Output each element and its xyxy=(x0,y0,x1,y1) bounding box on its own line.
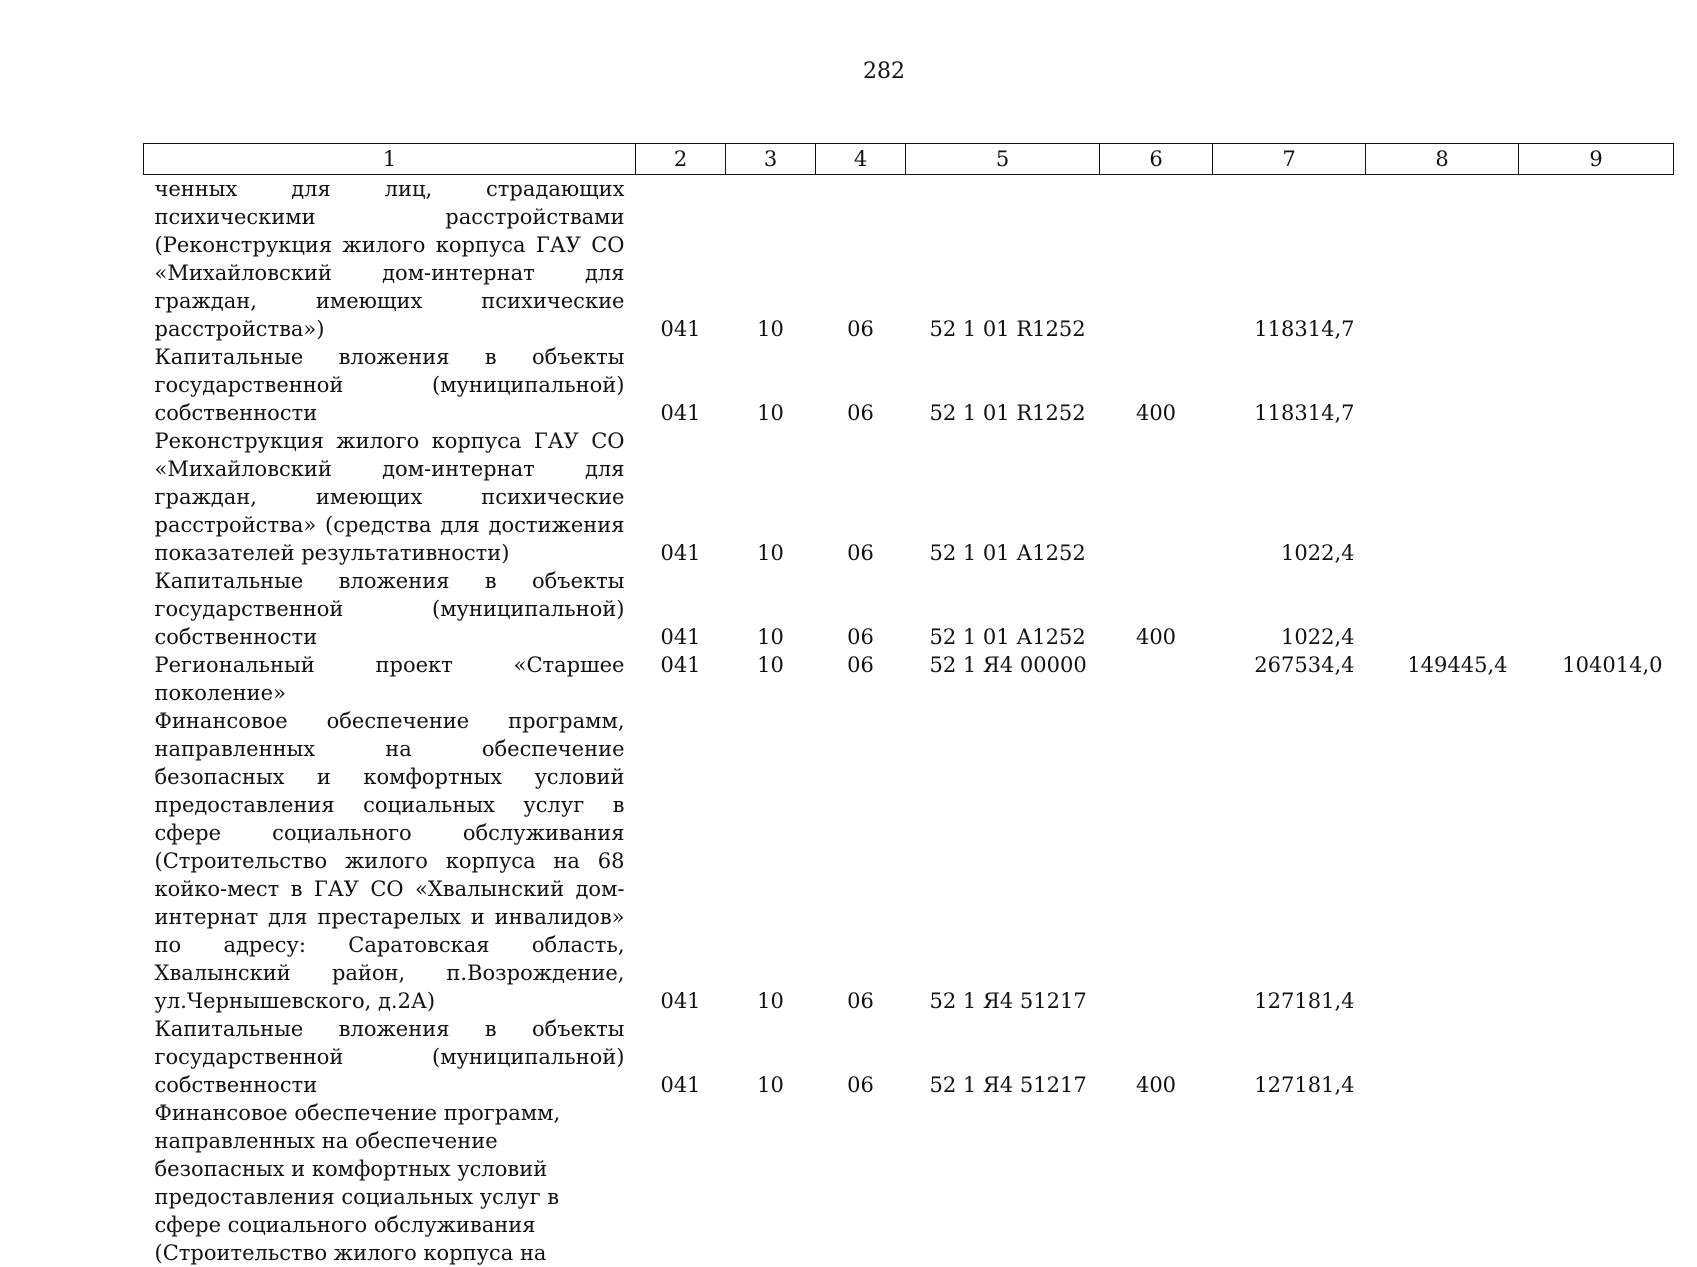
row-sum-3 xyxy=(1519,1099,1674,1267)
row-name: Капитальные вложения в объекты государственной (муниципальной) собственности xyxy=(154,569,625,649)
row-csr: 52 1 01 А1252 xyxy=(929,541,1086,565)
row-name: Финансовое обеспечение программ, направленных на обеспечение безопасных и комфортных условий предоставления социальных услуг в сфере социального обслуживания (Строительство жилого корпуса на xyxy=(154,1101,561,1265)
row-sum-1: 118314,7 xyxy=(1254,401,1355,425)
row-name: Капитальные вложения в объекты государственной (муниципальной) собственности xyxy=(154,345,625,425)
row-vr xyxy=(1100,1099,1213,1267)
row-sum-2 xyxy=(1366,1015,1519,1099)
row-sum-1: 267534,4 xyxy=(1254,653,1355,677)
row-csr: 52 1 Я4 51217 xyxy=(929,989,1087,1013)
table-row xyxy=(144,427,1674,567)
row-name: Финансовое обеспечение программ, направленных на обеспечение безопасных и комфортных условий предоставления социальных услуг в сфере социального обслуживания (Строительство жилого корпуса на 68 койко-мест в ГАУ СО «Хвалынский дом-интернат для престарелых и инвалидов» по адресу: Саратовская область, Хвалынский район, п.Возрождение, ул.Чернышевского, д.2А) xyxy=(154,709,625,1013)
row-razdel: 10 xyxy=(757,653,784,677)
row-podrazdel: 06 xyxy=(847,401,874,425)
row-csr: 52 1 Я4 51217 xyxy=(929,1073,1087,1097)
row-podrazdel: 06 xyxy=(847,317,874,341)
row-csr: 52 1 01 R1252 xyxy=(929,401,1086,425)
row-grbs: 041 xyxy=(660,541,701,565)
row-sum-1: 1022,4 xyxy=(1281,541,1355,565)
row-podrazdel xyxy=(816,1099,906,1267)
row-sum-1: 118314,7 xyxy=(1254,317,1355,341)
row-razdel: 10 xyxy=(757,541,784,565)
table-row xyxy=(144,343,1674,427)
row-razdel: 10 xyxy=(757,1073,784,1097)
row-vr xyxy=(1100,427,1213,567)
row-podrazdel: 06 xyxy=(847,625,874,649)
header-cell-5: 5 xyxy=(906,144,1100,175)
row-sum-3 xyxy=(1519,707,1674,1015)
row-razdel: 10 xyxy=(757,989,784,1013)
row-razdel xyxy=(726,1099,816,1267)
row-sum-2 xyxy=(1366,1099,1519,1267)
row-razdel: 10 xyxy=(757,317,784,341)
row-name: ченных для лиц, страдающих психическими расстройствами (Реконструкция жилого корпуса ГАУ СО «Михайловский дом-интернат для граждан, имеющих психические расстройства») xyxy=(154,177,625,341)
row-sum-1: 1022,4 xyxy=(1281,625,1355,649)
row-sum-3 xyxy=(1519,175,1674,344)
row-csr: 52 1 01 R1252 xyxy=(929,317,1086,341)
row-sum-2: 149445,4 xyxy=(1407,653,1508,677)
table-row xyxy=(144,707,1674,1015)
row-sum-2 xyxy=(1366,567,1519,651)
row-grbs: 041 xyxy=(660,317,701,341)
row-grbs: 041 xyxy=(660,989,701,1013)
row-sum-3 xyxy=(1519,343,1674,427)
row-sum-3: 104014,0 xyxy=(1562,653,1663,677)
row-grbs: 041 xyxy=(660,1073,701,1097)
row-sum-1 xyxy=(1213,1099,1366,1267)
row-sum-3 xyxy=(1519,427,1674,567)
table-row xyxy=(144,1015,1674,1099)
row-name: Реконструкция жилого корпуса ГАУ СО «Михайловский дом-интернат для граждан, имеющих психические расстройства» (средства для достижения показателей результативности) xyxy=(154,429,625,565)
page-number: 282 xyxy=(863,59,905,84)
row-vr xyxy=(1100,707,1213,1015)
header-cell-1: 1 xyxy=(144,144,636,175)
row-csr xyxy=(906,1099,1100,1267)
header-cell-4: 4 xyxy=(816,144,906,175)
row-name: Региональный проект «Старшее поколение» xyxy=(154,653,625,705)
row-sum-3 xyxy=(1519,567,1674,651)
header-cell-9: 9 xyxy=(1519,144,1674,175)
table-row xyxy=(144,567,1674,651)
header-cell-7: 7 xyxy=(1213,144,1366,175)
row-sum-2 xyxy=(1366,707,1519,1015)
row-podrazdel: 06 xyxy=(847,653,874,677)
row-sum-1: 127181,4 xyxy=(1254,989,1355,1013)
row-sum-1: 127181,4 xyxy=(1254,1073,1355,1097)
header-cell-2: 2 xyxy=(636,144,726,175)
row-vr: 400 xyxy=(1135,625,1177,649)
budget-table xyxy=(143,143,1674,1267)
header-cell-8: 8 xyxy=(1366,144,1519,175)
table-row xyxy=(144,1099,1674,1267)
row-csr: 52 1 Я4 00000 xyxy=(929,653,1087,677)
header-cell-6: 6 xyxy=(1100,144,1213,175)
table-row xyxy=(144,175,1674,344)
header-row xyxy=(144,144,1674,175)
row-vr: 400 xyxy=(1135,401,1177,425)
row-sum-2 xyxy=(1366,427,1519,567)
row-vr xyxy=(1100,651,1213,707)
row-podrazdel: 06 xyxy=(847,989,874,1013)
row-csr: 52 1 01 А1252 xyxy=(929,625,1086,649)
row-sum-3 xyxy=(1519,1015,1674,1099)
row-razdel: 10 xyxy=(757,401,784,425)
row-name: Капитальные вложения в объекты государственной (муниципальной) собственности xyxy=(154,1017,625,1097)
table-row xyxy=(144,651,1674,707)
row-vr xyxy=(1100,175,1213,344)
row-grbs xyxy=(636,1099,726,1267)
row-grbs: 041 xyxy=(660,653,701,677)
row-grbs: 041 xyxy=(660,401,701,425)
header-cell-3: 3 xyxy=(726,144,816,175)
row-sum-2 xyxy=(1366,343,1519,427)
row-grbs: 041 xyxy=(660,625,701,649)
row-sum-2 xyxy=(1366,175,1519,344)
row-podrazdel: 06 xyxy=(847,1073,874,1097)
row-vr: 400 xyxy=(1135,1073,1177,1097)
row-podrazdel: 06 xyxy=(847,541,874,565)
row-razdel: 10 xyxy=(757,625,784,649)
